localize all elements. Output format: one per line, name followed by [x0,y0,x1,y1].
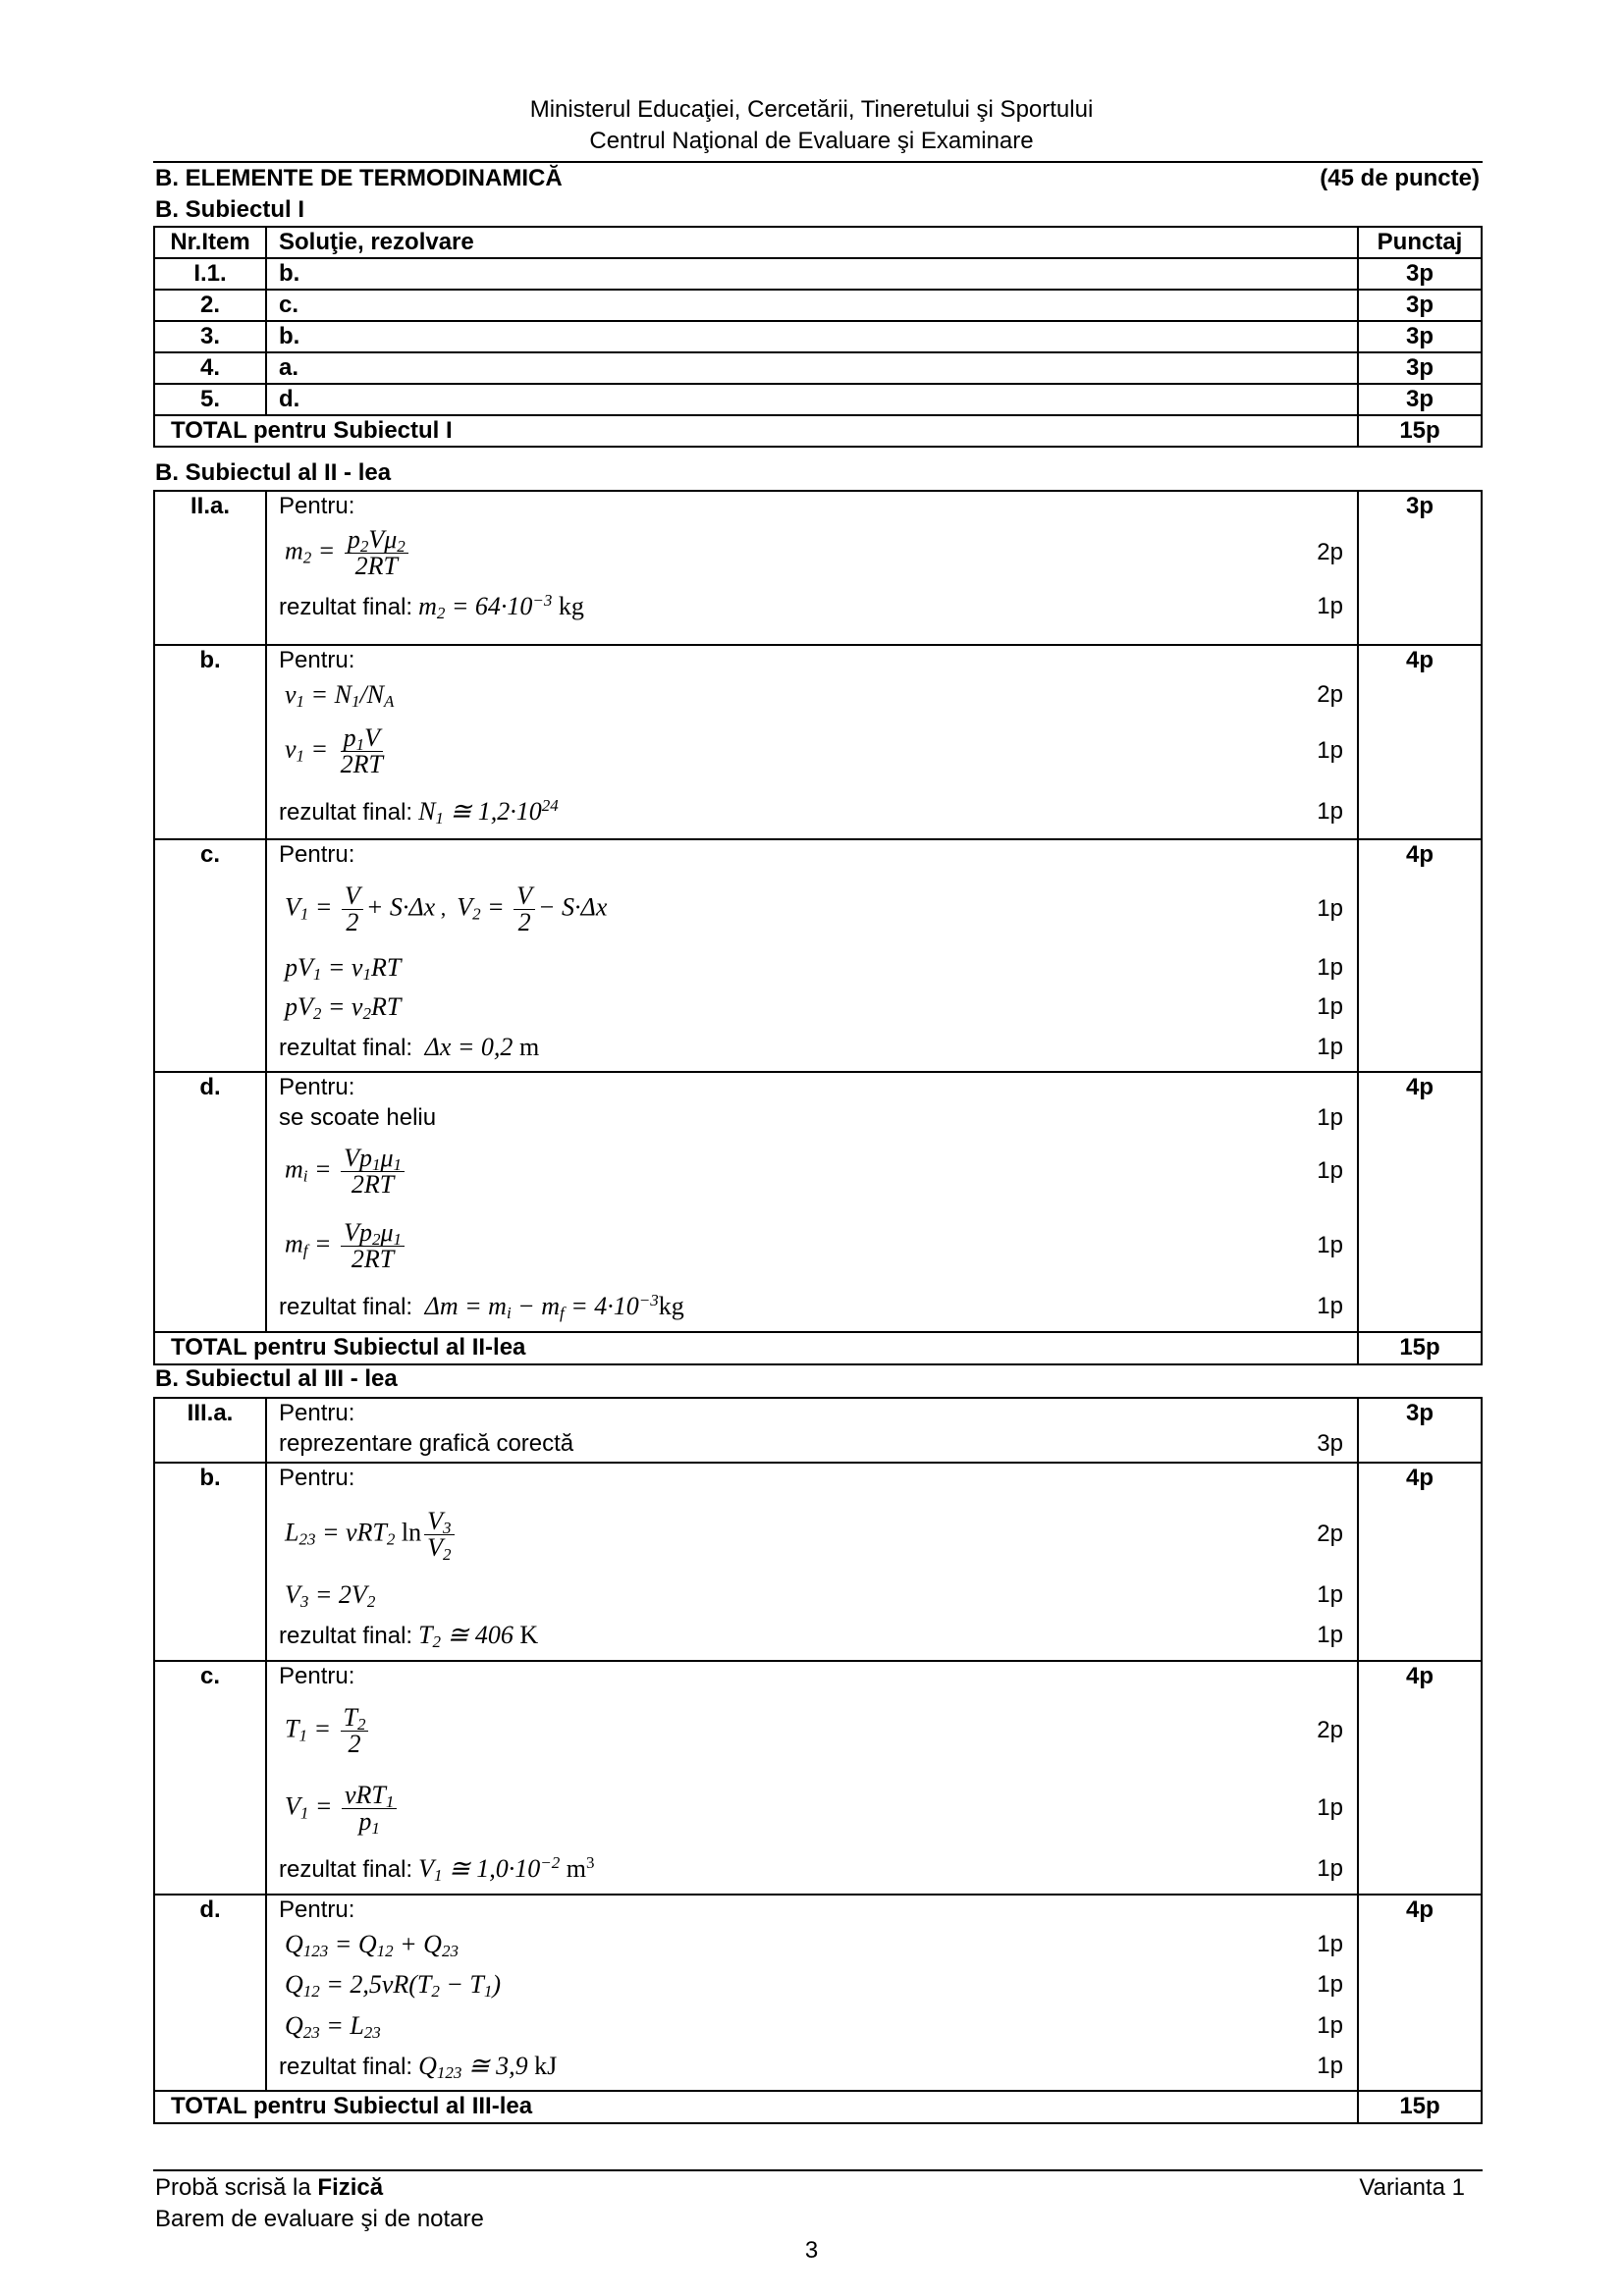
line-points: 1p [1317,1232,1343,1258]
total-score: 15p [1358,415,1482,447]
line-points: 1p [1317,2053,1343,2079]
total-label: TOTAL pentru Subiectul I [154,415,1358,447]
table-row [154,1398,1482,1463]
pentru-label: Pentru: [279,1465,355,1491]
pentru-label: Pentru: [279,493,355,519]
table-row [154,321,1482,352]
formula-line: $Q_{123} = Q_{12} + Q_{23}$ 1p [285,1930,1343,1960]
item-solution [266,1072,1358,1332]
col-header-solution: Soluţie, rezolvare [266,227,1358,258]
line-points: 2p [1317,1717,1343,1743]
line-points: 1p [1317,1157,1343,1184]
result-line: rezultat final: $V_1$ ≅ $1,0\cdot 10^{-2}$ $m^3$ 1p [279,1852,1343,1885]
item-score: 3p [1358,491,1482,645]
footer-barem: Barem de evaluare şi de notare [155,2206,484,2232]
item-score: 4p [1358,1661,1482,1895]
subiect2-title: B. Subiectul al II - lea [155,459,392,486]
item-score: 3p [1358,258,1482,290]
item-solution [266,1398,1358,1463]
result-label: rezultat final: [279,2053,413,2080]
result-line: rezultat final: $N_1$ ≅ $1,2\cdot 10^{24}$ 1p [279,795,1343,828]
text-line [279,1428,1343,1460]
line-points: 2p [1317,539,1343,565]
item-number: 4. [154,352,266,384]
line-points: 1p [1317,1855,1343,1882]
footer-divider [153,2169,1483,2171]
footer-subject: Fizică [317,2174,384,2201]
item-number: 2. [154,290,266,321]
item-answer: b. [266,258,1358,290]
item-number: III.a. [154,1398,266,1463]
table-row [154,1895,1482,2091]
step-text: se scoate heliu [279,1104,437,1131]
item-answer: a. [266,352,1358,384]
item-answer: c. [266,290,1358,321]
line-points: 1p [1317,2012,1343,2039]
item-score: 4p [1358,1072,1482,1332]
total-row [154,1332,1482,1364]
item-score: 4p [1358,1463,1482,1661]
table-row [154,1072,1482,1332]
line-points: 1p [1317,1034,1343,1060]
pentru-label: Pentru: [279,841,355,868]
line-points: 1p [1317,1971,1343,1998]
pentru-label: Pentru: [279,1074,355,1100]
table-row [154,258,1482,290]
page-number: 3 [804,2237,819,2264]
result-line: rezultat final: $Q_{123}$ ≅ 3,9 kJ 1p [279,2051,1343,2082]
item-score: 4p [1358,1895,1482,2091]
line-points: 3p [1317,1430,1343,1457]
pentru-label: Pentru: [279,1663,355,1689]
item-solution [266,645,1358,839]
item-answer: d. [266,384,1358,415]
text-line [279,1102,1343,1134]
formula-line: $m_f$ = $\frac{Vp_2\mu_1}{2RT}$ 1p [285,1217,1343,1273]
line-points: 1p [1317,954,1343,981]
formula-line: $m_2$ = $\frac{p_2V\mu_2}{2RT}$ 2p [285,524,1343,580]
formula-line: $Q_{23} = L_{23}$ 1p [285,2011,1343,2042]
header-center: Centrul Naţional de Evaluare şi Examinare [589,128,1034,154]
table-row [154,491,1482,645]
subiect1-table [153,226,1483,448]
line-points: 2p [1317,1521,1343,1547]
item-answer: b. [266,321,1358,352]
item-score: 4p [1358,645,1482,839]
formula-line: $Q_{12} = 2,5\nu R(T_2 - T_1)$ 1p [285,1970,1343,2001]
total-row [154,415,1482,447]
table-row [154,839,1482,1072]
formula-line: $T_1$ = $\frac{T_2}{2}$ 2p [285,1702,1343,1758]
subiect1-title: B. Subiectul I [155,196,305,223]
total-row [154,2091,1482,2123]
total-label: TOTAL pentru Subiectul al III-lea [154,2091,1358,2123]
line-points: 1p [1317,1622,1343,1648]
result-line: rezultat final: Δx = 0,2 m 1p [279,1032,1343,1061]
subiect2-table [153,490,1483,1365]
item-number: d. [154,1072,266,1332]
item-number: II.a. [154,491,266,645]
line-points: 1p [1317,737,1343,764]
item-number: d. [154,1895,266,2091]
formula-line: $\nu_1$ = $\frac{p_1V}{2RT}$ 1p [285,722,1343,778]
section-title: B. ELEMENTE DE TERMODINAMICĂ [155,165,563,191]
table-row [154,1661,1482,1895]
formula-line: $pV_2 = \nu_2RT$ 1p [285,992,1343,1023]
item-score: 3p [1358,290,1482,321]
header-ministry: Ministerul Educaţiei, Cercetării, Tineretului şi Sportului [529,96,1094,123]
table-row [154,1463,1482,1661]
item-solution [266,1895,1358,2091]
total-score: 15p [1358,1332,1482,1364]
item-number: 5. [154,384,266,415]
item-score: 3p [1358,321,1482,352]
result-label: rezultat final: [279,1622,413,1649]
table-row [154,645,1482,839]
item-score: 3p [1358,352,1482,384]
line-points: 1p [1317,993,1343,1020]
subiect3-table [153,1397,1483,2124]
formula-line: $V_1$ = $\frac{\nu RT_1}{p_1}$ 1p [285,1780,1343,1838]
line-points: 1p [1317,593,1343,619]
formula-line: $pV_1 = \nu_1RT$ 1p [285,953,1343,984]
formula-line: $\nu_1 = N_1/N_A$ 2p [285,680,1343,711]
footer-proba-text: Probă scrisă la [155,2174,318,2201]
subiect3-title: B. Subiectul al III - lea [155,1365,398,1392]
line-points: 1p [1317,1104,1343,1131]
formula-line: $L_{23} = \nu RT_2$ ln $\frac{V_3}{V_2}$ 2p [285,1506,1343,1564]
formula-line: $V_1$ = $\frac{V}{2}$ + S·Δx , $V_2$ = $\frac{V}{2}$ − S·Δx 1p [285,881,1343,936]
item-score: 3p [1358,384,1482,415]
item-number: c. [154,839,266,1072]
pentru-label: Pentru: [279,647,355,673]
line-points: 1p [1317,1581,1343,1608]
line-points: 1p [1317,1293,1343,1319]
header-divider [153,161,1483,163]
item-solution [266,491,1358,645]
table-row [154,352,1482,384]
col-header-score: Punctaj [1358,227,1482,258]
footer-varianta: Varianta 1 [1359,2174,1465,2201]
table-row [154,290,1482,321]
total-label: TOTAL pentru Subiectul al II-lea [154,1332,1358,1364]
result-label: rezultat final: [279,1855,413,1883]
section-points: (45 de puncte) [1320,165,1480,191]
item-solution [266,1661,1358,1895]
line-points: 1p [1317,1794,1343,1821]
table-row [154,384,1482,415]
item-number: b. [154,645,266,839]
item-number: I.1. [154,258,266,290]
item-solution [266,1463,1358,1661]
formula-line: $m_i$ = $\frac{Vp_1\mu_1}{2RT}$ 1p [285,1143,1343,1199]
result-label: rezultat final: [279,593,413,620]
line-points: 1p [1317,895,1343,922]
step-text: reprezentare grafică corectă [279,1430,574,1457]
table-header-row [154,227,1482,258]
line-points: 1p [1317,798,1343,825]
item-number: b. [154,1463,266,1661]
result-line: rezultat final: $T_2$ ≅ 406 K 1p [279,1620,1343,1651]
result-label: rezultat final: [279,1034,413,1061]
pentru-label: Pentru: [279,1400,355,1426]
result-label: rezultat final: [279,1293,413,1320]
line-points: 1p [1317,1931,1343,1957]
item-number: c. [154,1661,266,1895]
item-solution [266,839,1358,1072]
result-line: rezultat final: $m_2 = 64\cdot 10^{-3}$ kg 1p [279,590,1343,622]
item-score: 4p [1358,839,1482,1072]
total-score: 15p [1358,2091,1482,2123]
footer-proba [155,2172,383,2203]
result-label: rezultat final: [279,798,413,826]
formula-line: $V_3 = 2V_2$ 1p [285,1580,1343,1611]
result-line: rezultat final: $\Delta m = m_i - m_f = 4\cdot 10^{-3}kg$ 1p [279,1290,1343,1322]
item-score: 3p [1358,1398,1482,1463]
line-points: 2p [1317,681,1343,708]
pentru-label: Pentru: [279,1896,355,1923]
item-number: 3. [154,321,266,352]
col-header-item: Nr.Item [154,227,266,258]
